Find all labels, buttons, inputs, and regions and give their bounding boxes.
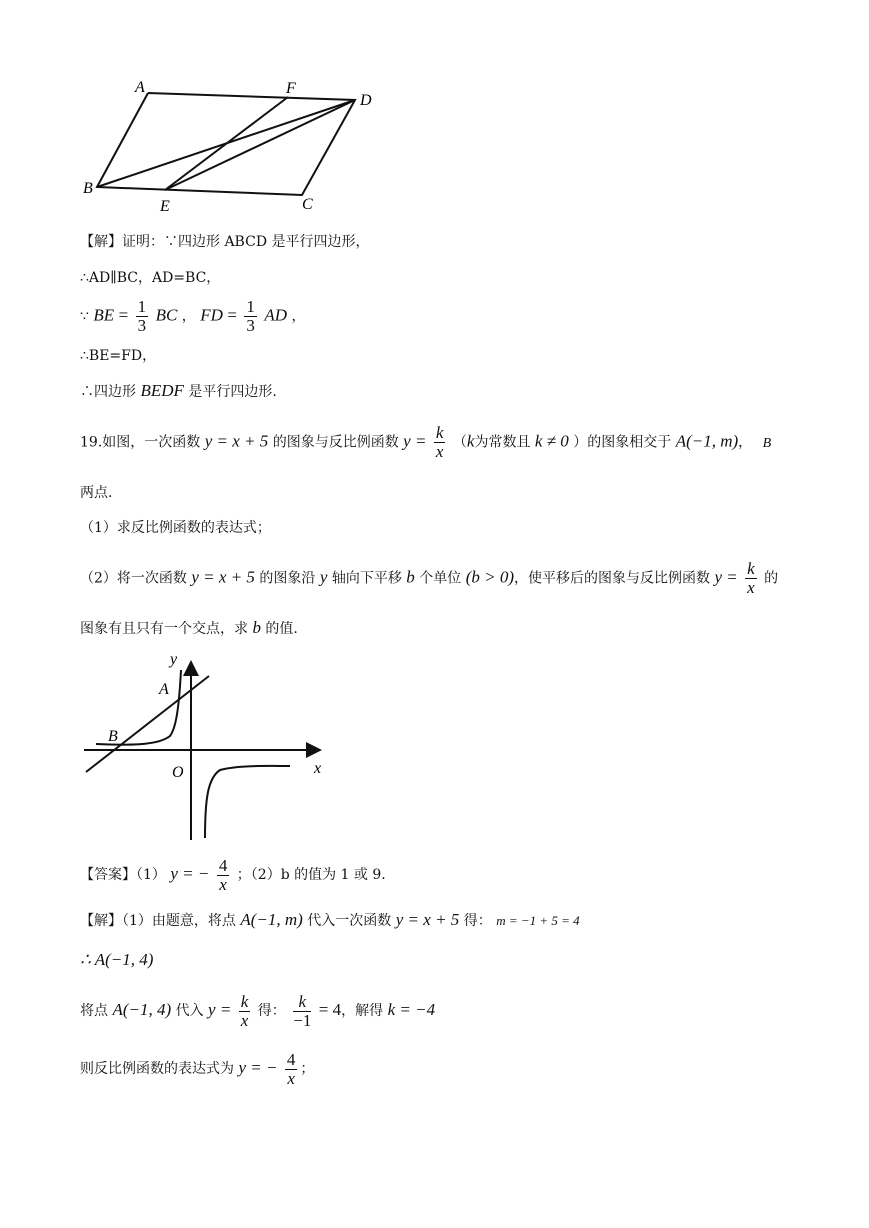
var-ad: AD — [264, 305, 288, 325]
q-text: （2）将一次函数 — [80, 570, 187, 587]
label-d: D — [360, 92, 372, 109]
b-positive: (b > 0) — [465, 567, 514, 587]
question-19-line-2: 两点. — [80, 485, 113, 501]
frac-den: x — [747, 578, 755, 597]
point-a: A(−1, 4) — [112, 1000, 172, 1019]
q-text: 个单位 — [419, 570, 462, 587]
label-c: C — [302, 196, 313, 213]
linear-equation: y = x + 5 — [191, 567, 255, 587]
var-bc: BC — [155, 305, 178, 325]
axis-label-y: y — [170, 651, 178, 668]
point-label-b: B — [108, 728, 118, 745]
proof-line-5 — [80, 381, 277, 402]
frac-den: x — [240, 1010, 249, 1030]
proof-line-4: ∴BE=FD， — [80, 348, 157, 364]
parallelogram-figure — [80, 75, 390, 220]
fraction-one-third — [244, 298, 257, 335]
q-text: 为常数且 — [474, 434, 531, 451]
var-be: BE — [93, 305, 115, 325]
proof-text-1: 证明：∵四边形 ABCD 是平行四边形， — [122, 234, 370, 250]
var-y: y — [319, 567, 328, 587]
frac-num: k — [293, 993, 311, 1012]
point-label-a: A — [159, 681, 169, 698]
solution-tag: 【解】 — [80, 234, 122, 250]
proof-line-2: ∴AD∥BC，AD=BC， — [80, 270, 221, 286]
solution-19-line-2: ∴ A(−1, 4) — [80, 950, 154, 969]
because-symbol: ∵ — [80, 308, 89, 325]
segment-ed-parallel — [165, 100, 355, 190]
fraction-k-over-x — [434, 424, 446, 461]
var-fd: FD — [200, 305, 223, 325]
q-text: 的 — [764, 570, 779, 587]
separator: ， — [291, 308, 306, 325]
y-lhs: y = − — [238, 1058, 278, 1077]
frac-den: x — [435, 442, 444, 461]
q-text: 的图象与反比例函数 — [272, 434, 399, 451]
fraction-one-third — [136, 298, 149, 335]
label-f: F — [286, 80, 296, 97]
q-text: 的图象沿 — [259, 570, 316, 587]
y-lhs: y = − — [170, 864, 210, 883]
proof-line-3 — [80, 298, 306, 335]
frac-num: 4 — [218, 855, 228, 875]
fraction-k-over-x — [745, 560, 757, 597]
s-text: 得： — [257, 1003, 286, 1019]
proof-line-1 — [80, 232, 370, 252]
proof-text-5b: 是平行四边形. — [188, 384, 277, 400]
frac-num: 1 — [246, 297, 255, 316]
fraction-k-over-x — [239, 993, 251, 1030]
linear-equation: y = x + 5 — [204, 431, 269, 451]
var-k: k — [466, 431, 475, 451]
frac-num: 4 — [286, 1049, 296, 1069]
question-19-line-1 — [80, 424, 771, 461]
linear-equation: y = x + 5 — [395, 910, 460, 929]
frac-den: −1 — [293, 1010, 312, 1030]
s-text: （1）由题意，将点 — [122, 913, 236, 929]
q-text: ，使平移后的图象与反比例函数 — [513, 570, 710, 587]
s-text: 则反比例函数的表达式为 — [80, 1061, 234, 1077]
question-19-part-2-cont — [80, 618, 298, 639]
solution-19-line-1 — [80, 910, 580, 931]
k-value: k = −4 — [387, 1000, 436, 1019]
solution-19-line-3 — [80, 992, 435, 1030]
fraction-k-over-neg1 — [293, 993, 311, 1030]
function-graph-figure — [78, 648, 338, 848]
fraction-4-over-x — [285, 1051, 298, 1088]
q-text: 的值. — [265, 621, 298, 637]
proof-text-5a: ∴四边形 — [80, 384, 136, 400]
point-a: A(−1, m) — [675, 431, 739, 451]
separator: ， — [181, 308, 196, 325]
origin-label: O — [172, 764, 184, 781]
s-text: ，解得 — [341, 1003, 384, 1019]
var-b: b — [252, 618, 261, 637]
a-text: ；（2）b 的值为 1 或 9. — [236, 867, 386, 883]
equals-sign: = — [227, 305, 237, 325]
var-b: b — [406, 567, 415, 587]
y-lhs: y = — [208, 1000, 232, 1019]
quad-name: BEDF — [140, 381, 184, 400]
frac-den: x — [287, 1068, 295, 1088]
y-lhs: y = — [714, 567, 738, 587]
frac-den: 3 — [246, 316, 255, 335]
q-text: 轴向下平移 — [331, 570, 402, 587]
fraction-4-over-x — [217, 857, 230, 894]
q-text: 图象有且只有一个交点，求 — [80, 621, 248, 637]
label-a: A — [135, 79, 145, 96]
k-nonzero: k ≠ 0 — [534, 431, 569, 451]
answer-19 — [80, 856, 386, 894]
point-b: B — [762, 435, 772, 451]
segment-ef — [165, 97, 288, 190]
frac-den: 3 — [137, 316, 147, 335]
q-text: 如图，一次函数 — [102, 434, 201, 451]
equals-sign: = — [118, 305, 129, 325]
label-b: B — [83, 180, 93, 197]
s-text: ； — [300, 1061, 315, 1077]
y-lhs: y = — [403, 431, 427, 451]
frac-num: 1 — [137, 297, 147, 316]
q-text: （ — [452, 434, 467, 451]
question-19-part-2 — [80, 560, 778, 597]
point-a: A(−1, m) — [240, 910, 303, 929]
s-text: 代入 — [175, 1003, 204, 1019]
frac-num: k — [747, 559, 755, 578]
frac-num: k — [435, 423, 444, 442]
solution-19-line-4 — [80, 1050, 314, 1088]
s-text: 代入一次函数 — [307, 913, 392, 929]
label-e: E — [160, 198, 170, 215]
solution-tag: 【解】 — [80, 913, 122, 929]
question-number: 19. — [80, 434, 103, 451]
question-19-part-1: （1）求反比例函数的表达式； — [80, 520, 271, 536]
q-text: ）的图象相交于 — [573, 434, 672, 451]
s-text: 得： — [463, 913, 492, 929]
frac-den: x — [219, 874, 227, 894]
a-text: （1） — [136, 867, 166, 883]
hyperbola-branch-right — [205, 766, 290, 838]
answer-tag: 【答案】 — [80, 867, 136, 883]
calc-m: m = −1 + 5 = 4 — [496, 913, 580, 928]
s-text: 将点 — [80, 1003, 108, 1019]
frac-num: k — [240, 991, 249, 1011]
q-text: ， — [738, 434, 753, 451]
equals-four: = 4 — [318, 1000, 342, 1019]
axis-label-x: x — [314, 760, 322, 777]
